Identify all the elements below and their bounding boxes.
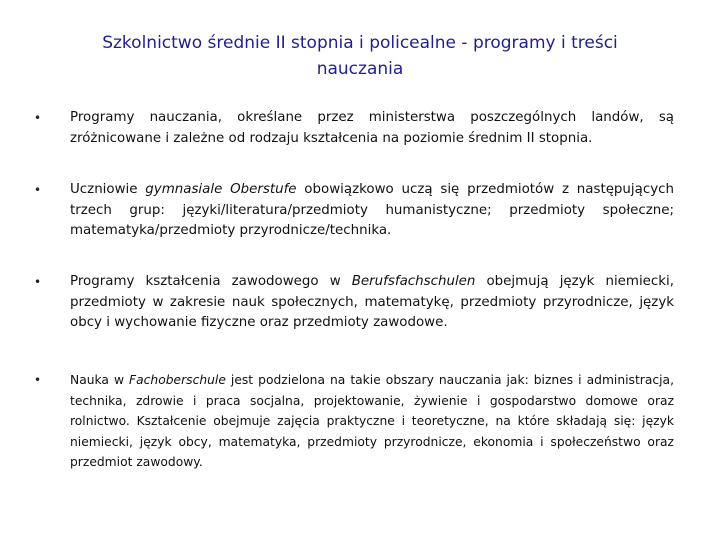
bullet-text-end: obowiązkowo uczą się przedmiotów z następujących trzech grup: języki/literatura/przedmioty humanistyczne; przedmioty społeczne; matematyka/przedmioty przyrodnicze/technika. [70,182,674,238]
bullet-dot: • [34,183,42,197]
bullet-text: Programy nauczania, określane przez ministerstwa poszczególnych landów, są zróżnicowane i zależne od rodzaju kształcenia na poziomie średnim II stopnia. [70,110,674,146]
bullet-text-start: Uczniowie [70,182,146,197]
bullet-text-end: jest podzielona na takie obszary nauczania jak: biznes i administracja, technika, zdrowie i praca socjalna, projektowanie, żywienie i gospodarstwo domowe oraz rolnictwo. Kształcenie obejmuje zajęcia praktyczne i teoretyczne, na które składają się: język niemiecki, język obcy, matematyka, przedmioty przyrodnicze, ekonomia i społeczeństwo oraz przedmiot zawodowy. [70,373,674,469]
bullet-text-italic: Berufsfachschulen [351,274,476,289]
bullet-text-italic: Fachoberschule [129,373,226,387]
bullet-text [70,272,674,334]
bullet-dot: • [34,373,42,387]
bullet-text-start: Nauka w [70,373,130,387]
bullet-dot: • [34,275,42,289]
bullet-text-start: Programy kształcenia zawodowego w [70,274,352,289]
bullet-text-italic: gymnasiale Oberstufe [145,182,297,197]
slide-title: Szkolnictwo średnie II stopnia i policealne - programy i treści nauczania [102,33,618,79]
bullet-text-end: obejmują język niemiecki, przedmioty w zakresie nauk społecznych, matematykę, przedmioty przyrodnicze, język obcy i wychowanie fizyczne oraz przedmioty zawodowe. [70,274,674,330]
bullet-text [70,180,674,242]
bullet-dot: • [34,111,42,125]
bullet-text [70,370,674,473]
